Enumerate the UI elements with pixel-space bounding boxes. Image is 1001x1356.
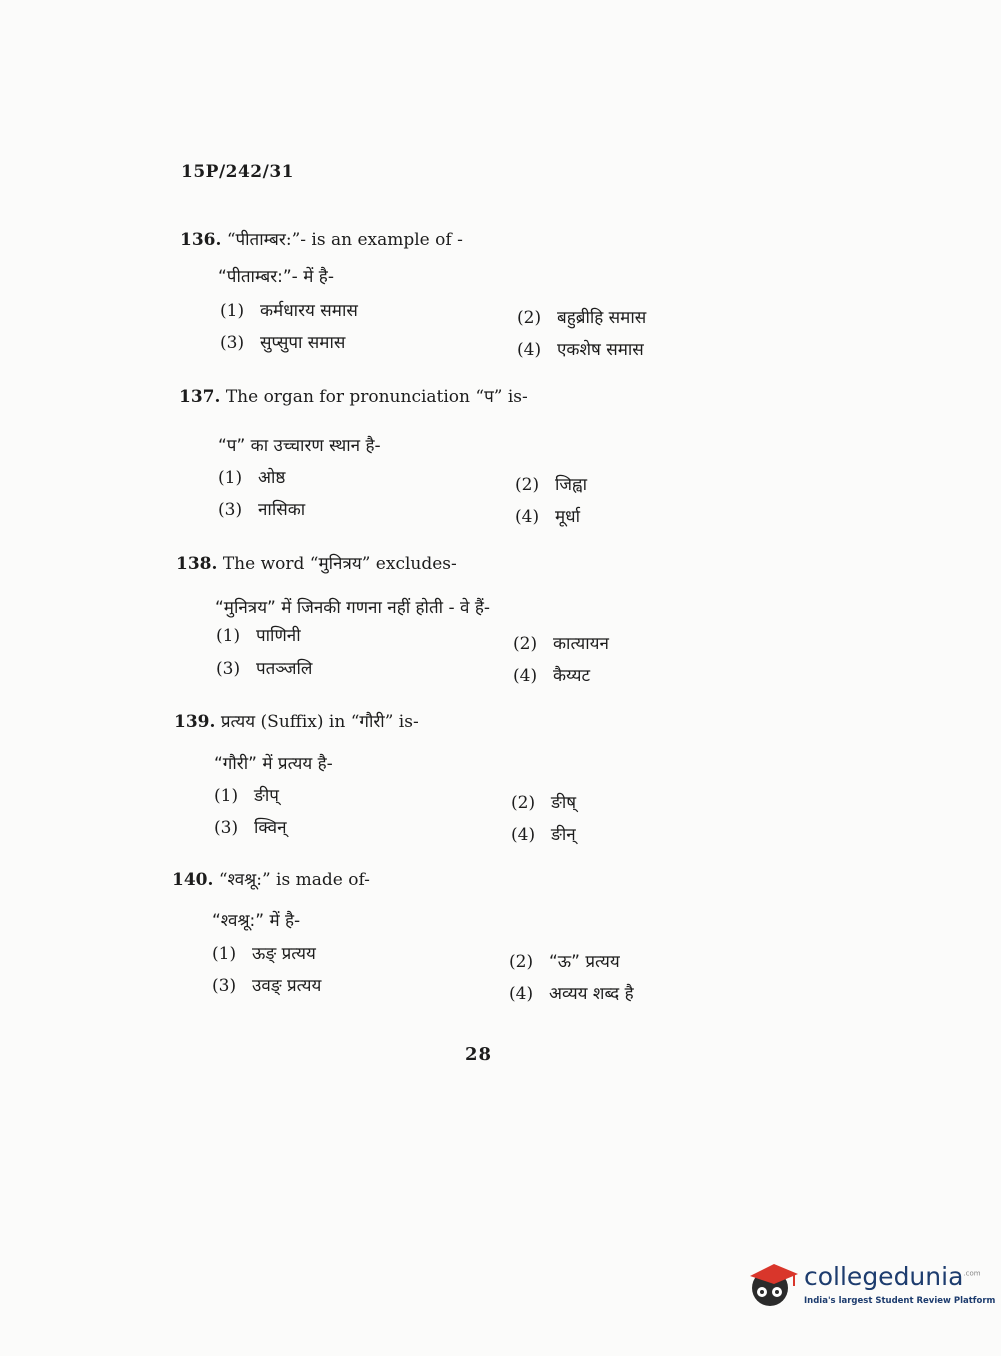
option-3 — [214, 815, 287, 838]
page-number: 28 — [465, 1044, 493, 1065]
brand-name — [804, 1262, 981, 1291]
question-136 — [180, 227, 463, 250]
question-138 — [176, 551, 457, 574]
option-number: (4) — [513, 666, 538, 686]
option-3 — [212, 973, 321, 996]
option-text: मूर्धा — [555, 507, 581, 527]
option-4 — [513, 663, 590, 686]
option-text: ऊङ् प्रत्यय — [252, 944, 316, 964]
option-1 — [216, 623, 301, 646]
collegedunia-watermark — [744, 1256, 996, 1316]
question-hindi: “प” का उच्चारण स्थान है- — [218, 436, 381, 456]
question-139 — [174, 709, 419, 732]
paper-code: 15P/242/31 — [181, 162, 295, 182]
question-text: “श्वश्रू:” is made of- — [218, 870, 370, 890]
option-text: नासिका — [258, 500, 306, 520]
option-4 — [509, 981, 634, 1004]
option-number: (3) — [216, 659, 241, 679]
option-number: (3) — [212, 976, 237, 996]
option-text: ङीप् — [254, 786, 279, 806]
option-text: ङीन् — [551, 825, 576, 845]
option-2 — [509, 949, 620, 972]
option-text: जिह्वा — [555, 475, 588, 495]
option-1 — [220, 298, 358, 321]
option-text: कैय्यट — [553, 666, 591, 686]
question-text: प्रत्यय (Suffix) in “गौरी” is- — [220, 712, 419, 732]
question-number: 140. — [172, 870, 214, 890]
option-number: (4) — [517, 340, 542, 360]
option-number: (1) — [216, 626, 241, 646]
option-number: (2) — [515, 475, 540, 495]
option-text: एकशेष समास — [557, 340, 644, 360]
question-number: 137. — [179, 387, 221, 407]
option-number: (3) — [220, 333, 245, 353]
option-number: (2) — [509, 952, 534, 972]
question-hindi: “श्वश्रू:” में है- — [212, 911, 301, 931]
option-4 — [515, 504, 580, 527]
brand-suffix: .com — [963, 1269, 981, 1278]
option-number: (4) — [515, 507, 540, 527]
brand-tagline: India's largest Student Review Platform — [804, 1296, 996, 1306]
question-number: 136. — [180, 230, 222, 250]
option-2 — [517, 305, 646, 328]
option-text: क्विन् — [254, 818, 287, 838]
mascot-logo-icon — [744, 1256, 800, 1312]
option-text: पतञ्जलि — [256, 659, 313, 679]
option-2 — [513, 631, 609, 654]
option-1 — [214, 783, 279, 806]
question-hindi: “गौरी” में प्रत्यय है- — [214, 754, 333, 774]
question-text: “पीताम्बर:”- is an example of - — [226, 230, 463, 250]
question-137 — [179, 384, 528, 407]
question-text: The word “मुनित्रय” excludes- — [222, 554, 457, 574]
option-number: (1) — [214, 786, 239, 806]
option-text: बहुब्रीहि समास — [557, 308, 647, 328]
option-3 — [216, 656, 312, 679]
option-number: (2) — [517, 308, 542, 328]
option-number: (4) — [509, 984, 534, 1004]
question-text: The organ for pronunciation “प” is- — [225, 387, 528, 407]
option-4 — [511, 822, 576, 845]
question-140 — [172, 867, 370, 890]
option-number: (4) — [511, 825, 536, 845]
question-number: 139. — [174, 712, 216, 732]
option-text: ङीष् — [551, 793, 577, 813]
question-hindi: “मुनित्रय” में जिनकी गणना नहीं होती - वे हैं- — [215, 598, 491, 618]
option-1 — [212, 941, 316, 964]
option-number: (2) — [513, 634, 538, 654]
option-1 — [218, 465, 285, 488]
option-4 — [517, 337, 644, 360]
option-3 — [220, 330, 345, 353]
option-text: सुप्सुपा समास — [260, 333, 346, 353]
option-number: (3) — [214, 818, 239, 838]
question-hindi: “पीताम्बर:”- में है- — [218, 267, 334, 287]
brand-text: collegedunia — [804, 1262, 964, 1291]
option-number: (1) — [218, 468, 243, 488]
option-text: अव्यय शब्द है — [549, 984, 634, 1004]
option-text: कर्मधारय समास — [260, 301, 358, 321]
option-number: (2) — [511, 793, 536, 813]
option-3 — [218, 497, 305, 520]
question-number: 138. — [176, 554, 218, 574]
option-text: “ऊ” प्रत्यय — [549, 952, 620, 972]
option-number: (1) — [220, 301, 245, 321]
option-number: (3) — [218, 500, 243, 520]
option-text: उवङ् प्रत्यय — [252, 976, 322, 996]
option-2 — [515, 472, 587, 495]
option-2 — [511, 790, 576, 813]
option-text: कात्यायन — [553, 634, 609, 654]
option-text: ओष्ठ — [258, 468, 286, 488]
option-number: (1) — [212, 944, 237, 964]
option-text: पाणिनी — [256, 626, 301, 646]
